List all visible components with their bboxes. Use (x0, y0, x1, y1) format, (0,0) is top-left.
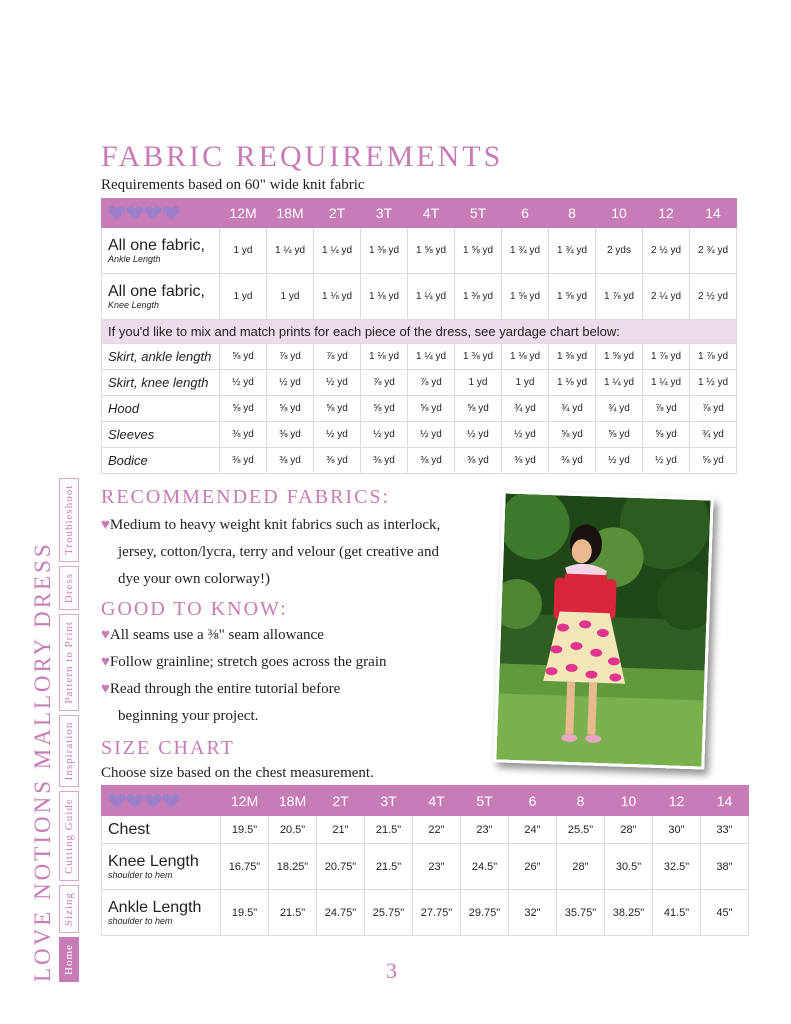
table-cell: 19.5" (221, 816, 269, 844)
table-cell: ½ yd (502, 422, 549, 448)
table-cell: ⅞ yd (267, 344, 314, 370)
table-cell: 23" (461, 816, 509, 844)
table-cell: 21.5" (269, 890, 317, 936)
table-cell: 1 ¼ yd (314, 228, 361, 274)
table-cell: 24.5" (461, 844, 509, 890)
table-cell: ⅜ yd (267, 448, 314, 474)
table-cell: 2 ¼ yd (643, 274, 690, 320)
row-label (102, 422, 220, 448)
piece-row (102, 396, 737, 422)
table-cell: ⅞ yd (690, 396, 737, 422)
table-cell: 2 ½ yd (690, 274, 737, 320)
table-cell: 2 ½ yd (643, 228, 690, 274)
table-cell: ½ yd (314, 422, 361, 448)
size-column-header: 3T (365, 786, 413, 816)
row-label (102, 274, 220, 320)
table-cell: 28" (557, 844, 605, 890)
size-column-header: 14 (701, 786, 749, 816)
table-cell: ½ yd (361, 422, 408, 448)
fabric-requirements-table (101, 198, 737, 474)
row-label-sub: Ankle Length (108, 254, 161, 264)
table-cell: ⅜ yd (220, 448, 267, 474)
good-to-know-line (101, 649, 501, 676)
table-cell: ⅞ yd (643, 396, 690, 422)
row-label-main: Skirt, ankle length (108, 349, 212, 364)
table-cell: 20.5" (269, 816, 317, 844)
table-cell: 1 ⅝ yd (455, 228, 502, 274)
table-cell: ⅜ yd (502, 448, 549, 474)
table-cell: 32" (509, 890, 557, 936)
size-column-header: 2T (317, 786, 365, 816)
table-cell: 1 ⅞ yd (690, 344, 737, 370)
mix-note: If you'd like to mix and match prints for each piece of the dress, see yardage chart below: (102, 320, 737, 344)
size-chart-note: Choose size based on the chest measurement. (101, 765, 374, 781)
table-cell: 1 ⅛ yd (361, 274, 408, 320)
table-cell: ⅞ yd (314, 344, 361, 370)
size-row (102, 844, 749, 890)
row-label-sub: Knee Length (108, 300, 160, 310)
table-cell: ⅜ yd (455, 448, 502, 474)
good-to-know-heading: GOOD TO KNOW: (101, 598, 288, 620)
table-cell: 1 yd (502, 370, 549, 396)
hearts-row (102, 205, 219, 221)
table-cell: 29.75" (461, 890, 509, 936)
side-nav-item[interactable]: Sizing (59, 885, 79, 933)
table-cell: 2 ¾ yd (690, 228, 737, 274)
table-cell: 2 yds (596, 228, 643, 274)
row-label-main: Hood (108, 401, 140, 416)
table-cell: 28" (605, 816, 653, 844)
table-cell: 1 ⅝ yd (502, 274, 549, 320)
recommended-heading: RECOMMENDED FABRICS: (101, 486, 391, 508)
table-cell: ½ yd (643, 448, 690, 474)
table-cell: ½ yd (455, 422, 502, 448)
row-label-main: All one fabric, (108, 237, 205, 254)
heart-icon (162, 205, 180, 221)
table-cell: 1 ½ yd (690, 370, 737, 396)
size-column-header: 5T (461, 786, 509, 816)
table-cell: 1 ⅜ yd (455, 274, 502, 320)
table-cell: 27.75" (413, 890, 461, 936)
table-cell: 30" (653, 816, 701, 844)
recommended-line: jersey, cotton/lycra, terry and velour (get creative and (118, 544, 439, 560)
table-cell: ⅝ yd (455, 396, 502, 422)
row-label-sub: shoulder to hem (108, 916, 173, 926)
table-cell: 1 ¾ yd (502, 228, 549, 274)
heart-bullet-icon: ♥ (101, 627, 110, 643)
good-to-know-line: beginning your project. (118, 708, 259, 724)
table-cell: 32.5" (653, 844, 701, 890)
table-cell: ⅜ yd (220, 422, 267, 448)
requirements-header-row (102, 199, 737, 228)
hearts-row (102, 793, 220, 809)
size-column-header: 10 (605, 786, 653, 816)
table-cell: ½ yd (314, 370, 361, 396)
row-label (102, 890, 221, 936)
table-cell: 1 ⅞ yd (643, 344, 690, 370)
size-column-header: 5T (455, 199, 502, 228)
table-cell: ⅜ yd (314, 448, 361, 474)
dress-photo (493, 490, 713, 769)
heart-icon (108, 205, 126, 221)
row-label (102, 370, 220, 396)
table-cell: 30.5" (605, 844, 653, 890)
size-column-header: 12M (221, 786, 269, 816)
table-cell: ⅝ yd (408, 396, 455, 422)
table-cell: 1 ¼ yd (408, 344, 455, 370)
table-cell: 1 ⅛ yd (549, 370, 596, 396)
table-cell: 38" (701, 844, 749, 890)
table-cell: ⅞ yd (361, 370, 408, 396)
table-cell: ⅜ yd (361, 448, 408, 474)
table-cell: ⅝ yd (361, 396, 408, 422)
hearts-decoration (102, 786, 221, 816)
table-cell: 1 ¼ yd (408, 274, 455, 320)
table-cell: 24.75" (317, 890, 365, 936)
table-cell: 25.75" (365, 890, 413, 936)
table-cell: 1 ⅛ yd (361, 344, 408, 370)
requirements-subtitle: Requirements based on 60" wide knit fabric (101, 177, 365, 193)
row-label-main: Bodice (108, 453, 148, 468)
table-cell: ⅝ yd (220, 344, 267, 370)
heart-bullet-icon: ♥ (101, 654, 110, 670)
size-column-header: 4T (408, 199, 455, 228)
size-column-header: 10 (596, 199, 643, 228)
piece-row (102, 344, 737, 370)
size-column-header: 4T (413, 786, 461, 816)
mix-note-row (102, 320, 737, 344)
piece-row (102, 370, 737, 396)
size-column-header: 12 (643, 199, 690, 228)
good-to-know-line (101, 622, 501, 649)
page-title: FABRIC REQUIREMENTS (101, 140, 504, 173)
heart-icon (144, 205, 162, 221)
heart-bullet-icon: ♥ (101, 517, 110, 533)
table-cell: ⅝ yd (690, 448, 737, 474)
table-cell: 1 ¼ yd (643, 370, 690, 396)
table-cell: ⅜ yd (549, 448, 596, 474)
row-label-main: Ankle Length (108, 899, 202, 916)
table-cell: 23" (413, 844, 461, 890)
good-to-know-line (101, 676, 501, 703)
side-nav-item[interactable]: Inspiration (59, 715, 79, 788)
side-nav-item[interactable]: Troubleshoot (59, 478, 79, 562)
row-label (102, 228, 220, 274)
table-cell: 18.25" (269, 844, 317, 890)
recommended-line (101, 512, 501, 539)
table-cell: 1 ⅞ yd (596, 274, 643, 320)
table-cell: 1 ⅛ yd (502, 344, 549, 370)
recommended-text (101, 512, 501, 593)
heart-icon (144, 793, 162, 809)
row-label-main: Skirt, knee length (108, 375, 209, 390)
side-nav (59, 478, 79, 982)
table-cell: ¾ yd (690, 422, 737, 448)
table-cell: ⅜ yd (267, 422, 314, 448)
table-cell: 1 ⅛ yd (314, 274, 361, 320)
table-cell: 26" (509, 844, 557, 890)
table-cell: ⅝ yd (596, 422, 643, 448)
heart-icon (162, 793, 180, 809)
row-label-sub: shoulder to hem (108, 870, 173, 880)
size-column-header: 18M (269, 786, 317, 816)
table-cell: ⅝ yd (643, 422, 690, 448)
table-cell: 33" (701, 816, 749, 844)
side-title: LOVE NOTIONS MALLORY DRESS (30, 541, 55, 982)
side-nav-item[interactable]: Dress (59, 566, 79, 610)
size-header-row (102, 786, 749, 816)
table-cell: ⅝ yd (314, 396, 361, 422)
table-cell: 35.75" (557, 890, 605, 936)
recommended-line-text: Medium to heavy weight knit fabrics such as interlock, (109, 517, 441, 533)
size-chart-heading: SIZE CHART (101, 737, 235, 759)
table-cell: 1 yd (220, 228, 267, 274)
side-nav-item[interactable]: Cutting Guide (59, 791, 79, 881)
table-cell: 1 yd (220, 274, 267, 320)
size-column-header: 8 (549, 199, 596, 228)
table-cell: 16.75" (221, 844, 269, 890)
table-cell: 1 ⅜ yd (549, 344, 596, 370)
size-column-header: 6 (502, 199, 549, 228)
size-column-header: 12 (653, 786, 701, 816)
table-cell: ½ yd (408, 422, 455, 448)
table-cell: ⅝ yd (220, 396, 267, 422)
size-row (102, 890, 749, 936)
table-cell: ⅜ yd (408, 448, 455, 474)
table-cell: ¾ yd (596, 396, 643, 422)
page-number: 3 (386, 958, 397, 983)
table-cell: ½ yd (596, 448, 643, 474)
table-cell: 1 yd (455, 370, 502, 396)
table-cell: 1 ⅝ yd (596, 344, 643, 370)
heart-icon (126, 205, 144, 221)
good-to-know-text: All seams use a ⅜" seam allowance (109, 627, 324, 643)
table-cell: ⅝ yd (267, 396, 314, 422)
size-column-header: 2T (314, 199, 361, 228)
requirement-row (102, 274, 737, 320)
table-cell: ¾ yd (502, 396, 549, 422)
size-column-header: 6 (509, 786, 557, 816)
heart-bullet-icon: ♥ (101, 681, 110, 697)
table-cell: 1 ¼ yd (596, 370, 643, 396)
row-label (102, 844, 221, 890)
size-column-header: 18M (267, 199, 314, 228)
table-cell: 25.5" (557, 816, 605, 844)
row-label-main: Sleeves (108, 427, 155, 442)
table-cell: 22" (413, 816, 461, 844)
table-cell: ¾ yd (549, 396, 596, 422)
table-cell: ½ yd (220, 370, 267, 396)
table-cell: 21.5" (365, 816, 413, 844)
row-label-main: All one fabric, (108, 283, 205, 300)
table-cell: ⅝ yd (549, 422, 596, 448)
good-to-know-text: Follow grainline; stretch goes across the grain (109, 654, 387, 670)
row-label (102, 344, 220, 370)
table-cell: 1 ⅝ yd (408, 228, 455, 274)
table-cell: 21.5" (365, 844, 413, 890)
requirement-row (102, 228, 737, 274)
table-cell: 1 yd (267, 274, 314, 320)
good-to-know-text: Read through the entire tutorial before (109, 681, 341, 697)
size-column-header: 3T (361, 199, 408, 228)
row-label (102, 816, 221, 844)
table-cell: ⅞ yd (408, 370, 455, 396)
row-label (102, 396, 220, 422)
table-cell: 45" (701, 890, 749, 936)
size-column-header: 14 (690, 199, 737, 228)
good-to-know-list (101, 622, 501, 730)
table-cell: 1 ⅝ yd (549, 274, 596, 320)
row-label (102, 448, 220, 474)
table-cell: 20.75" (317, 844, 365, 890)
hearts-decoration (102, 199, 220, 228)
table-cell: 19.5" (221, 890, 269, 936)
table-cell: 24" (509, 816, 557, 844)
row-label-main: Knee Length (108, 853, 199, 870)
row-label-main: Chest (108, 821, 150, 838)
heart-icon (126, 793, 144, 809)
table-cell: 1 ⅜ yd (361, 228, 408, 274)
size-row (102, 816, 749, 844)
table-cell: 41.5" (653, 890, 701, 936)
table-cell: 1 ¼ yd (267, 228, 314, 274)
heart-icon (108, 793, 126, 809)
table-cell: 1 ⅜ yd (455, 344, 502, 370)
recommended-line: dye your own colorway!) (118, 571, 271, 587)
side-nav-item[interactable]: Home (59, 937, 79, 982)
piece-row (102, 448, 737, 474)
piece-row (102, 422, 737, 448)
table-cell: 21" (317, 816, 365, 844)
size-chart-table (101, 785, 749, 936)
size-column-header: 12M (220, 199, 267, 228)
size-column-header: 8 (557, 786, 605, 816)
table-cell: 1 ¾ yd (549, 228, 596, 274)
side-nav-item[interactable]: Pattern to Print (59, 614, 79, 711)
table-cell: ½ yd (267, 370, 314, 396)
table-cell: 38.25" (605, 890, 653, 936)
